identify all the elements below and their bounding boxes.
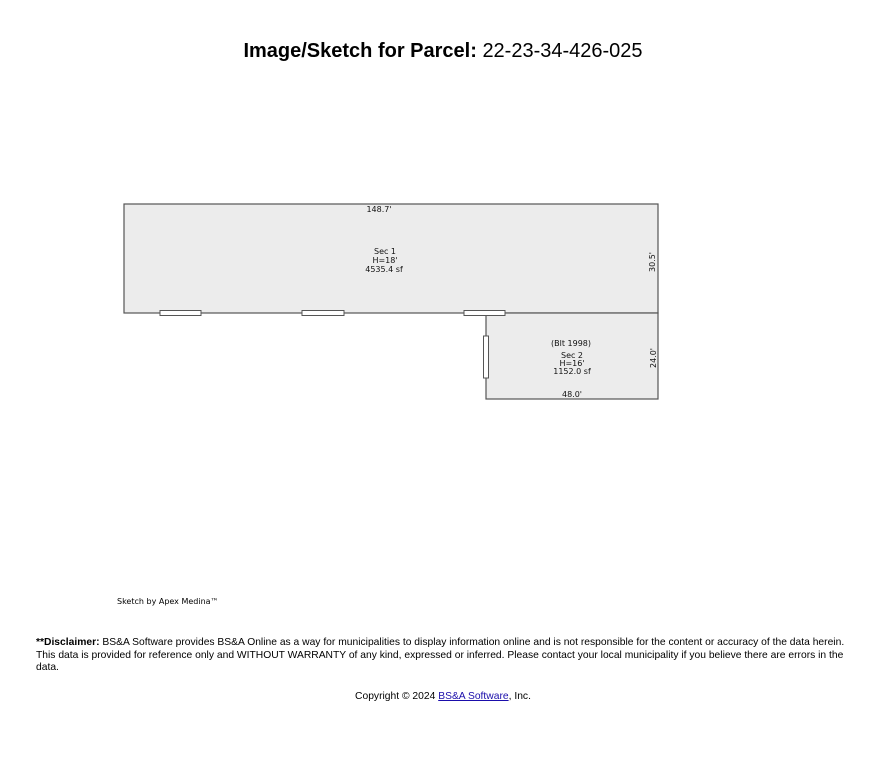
section-1-name: Sec 1 <box>373 247 397 256</box>
section-2-height: H=16' <box>559 359 585 368</box>
copyright <box>0 690 886 703</box>
bsa-software-link[interactable]: BS&A Software <box>438 691 509 702</box>
section-2-depth-dimension: 24.0' <box>649 347 658 369</box>
door-marker <box>484 336 489 378</box>
page-title-label: Image/Sketch for Parcel: <box>243 40 477 62</box>
door-marker <box>160 311 201 316</box>
disclaimer-label: **Disclaimer: <box>36 637 100 648</box>
door-marker <box>302 311 344 316</box>
disclaimer <box>36 637 854 675</box>
section-2-width-dimension: 48.0' <box>561 390 583 399</box>
copyright-prefix: Copyright © 2024 <box>355 691 439 702</box>
disclaimer-text: BS&A Software provides BS&A Online as a way for municipalities to display information online and is not responsible for the content or accuracy of the data herein. This data is provided for reference only and WITHOUT WARRANTY of any kind, expressed or inferred. Please contact your local municipality if you believe there are errors in the data. <box>36 637 845 673</box>
section-2-built-year: (Blt 1998) <box>551 339 591 348</box>
section-1-area: 4535.4 sf <box>365 265 403 274</box>
section-1-width-dimension: 148.7' <box>366 205 392 214</box>
section-1-height: H=18' <box>372 256 398 265</box>
section-2-area: 1152.0 sf <box>553 367 591 376</box>
sketch-credit: Sketch by Apex Medina™ <box>117 597 219 606</box>
parcel-number: 22-23-34-426-025 <box>482 40 643 62</box>
section-2-name: Sec 2 <box>560 351 584 360</box>
copyright-suffix: , Inc. <box>508 691 531 702</box>
door-marker <box>464 311 505 316</box>
section-1-depth-dimension: 30.5' <box>648 251 657 273</box>
